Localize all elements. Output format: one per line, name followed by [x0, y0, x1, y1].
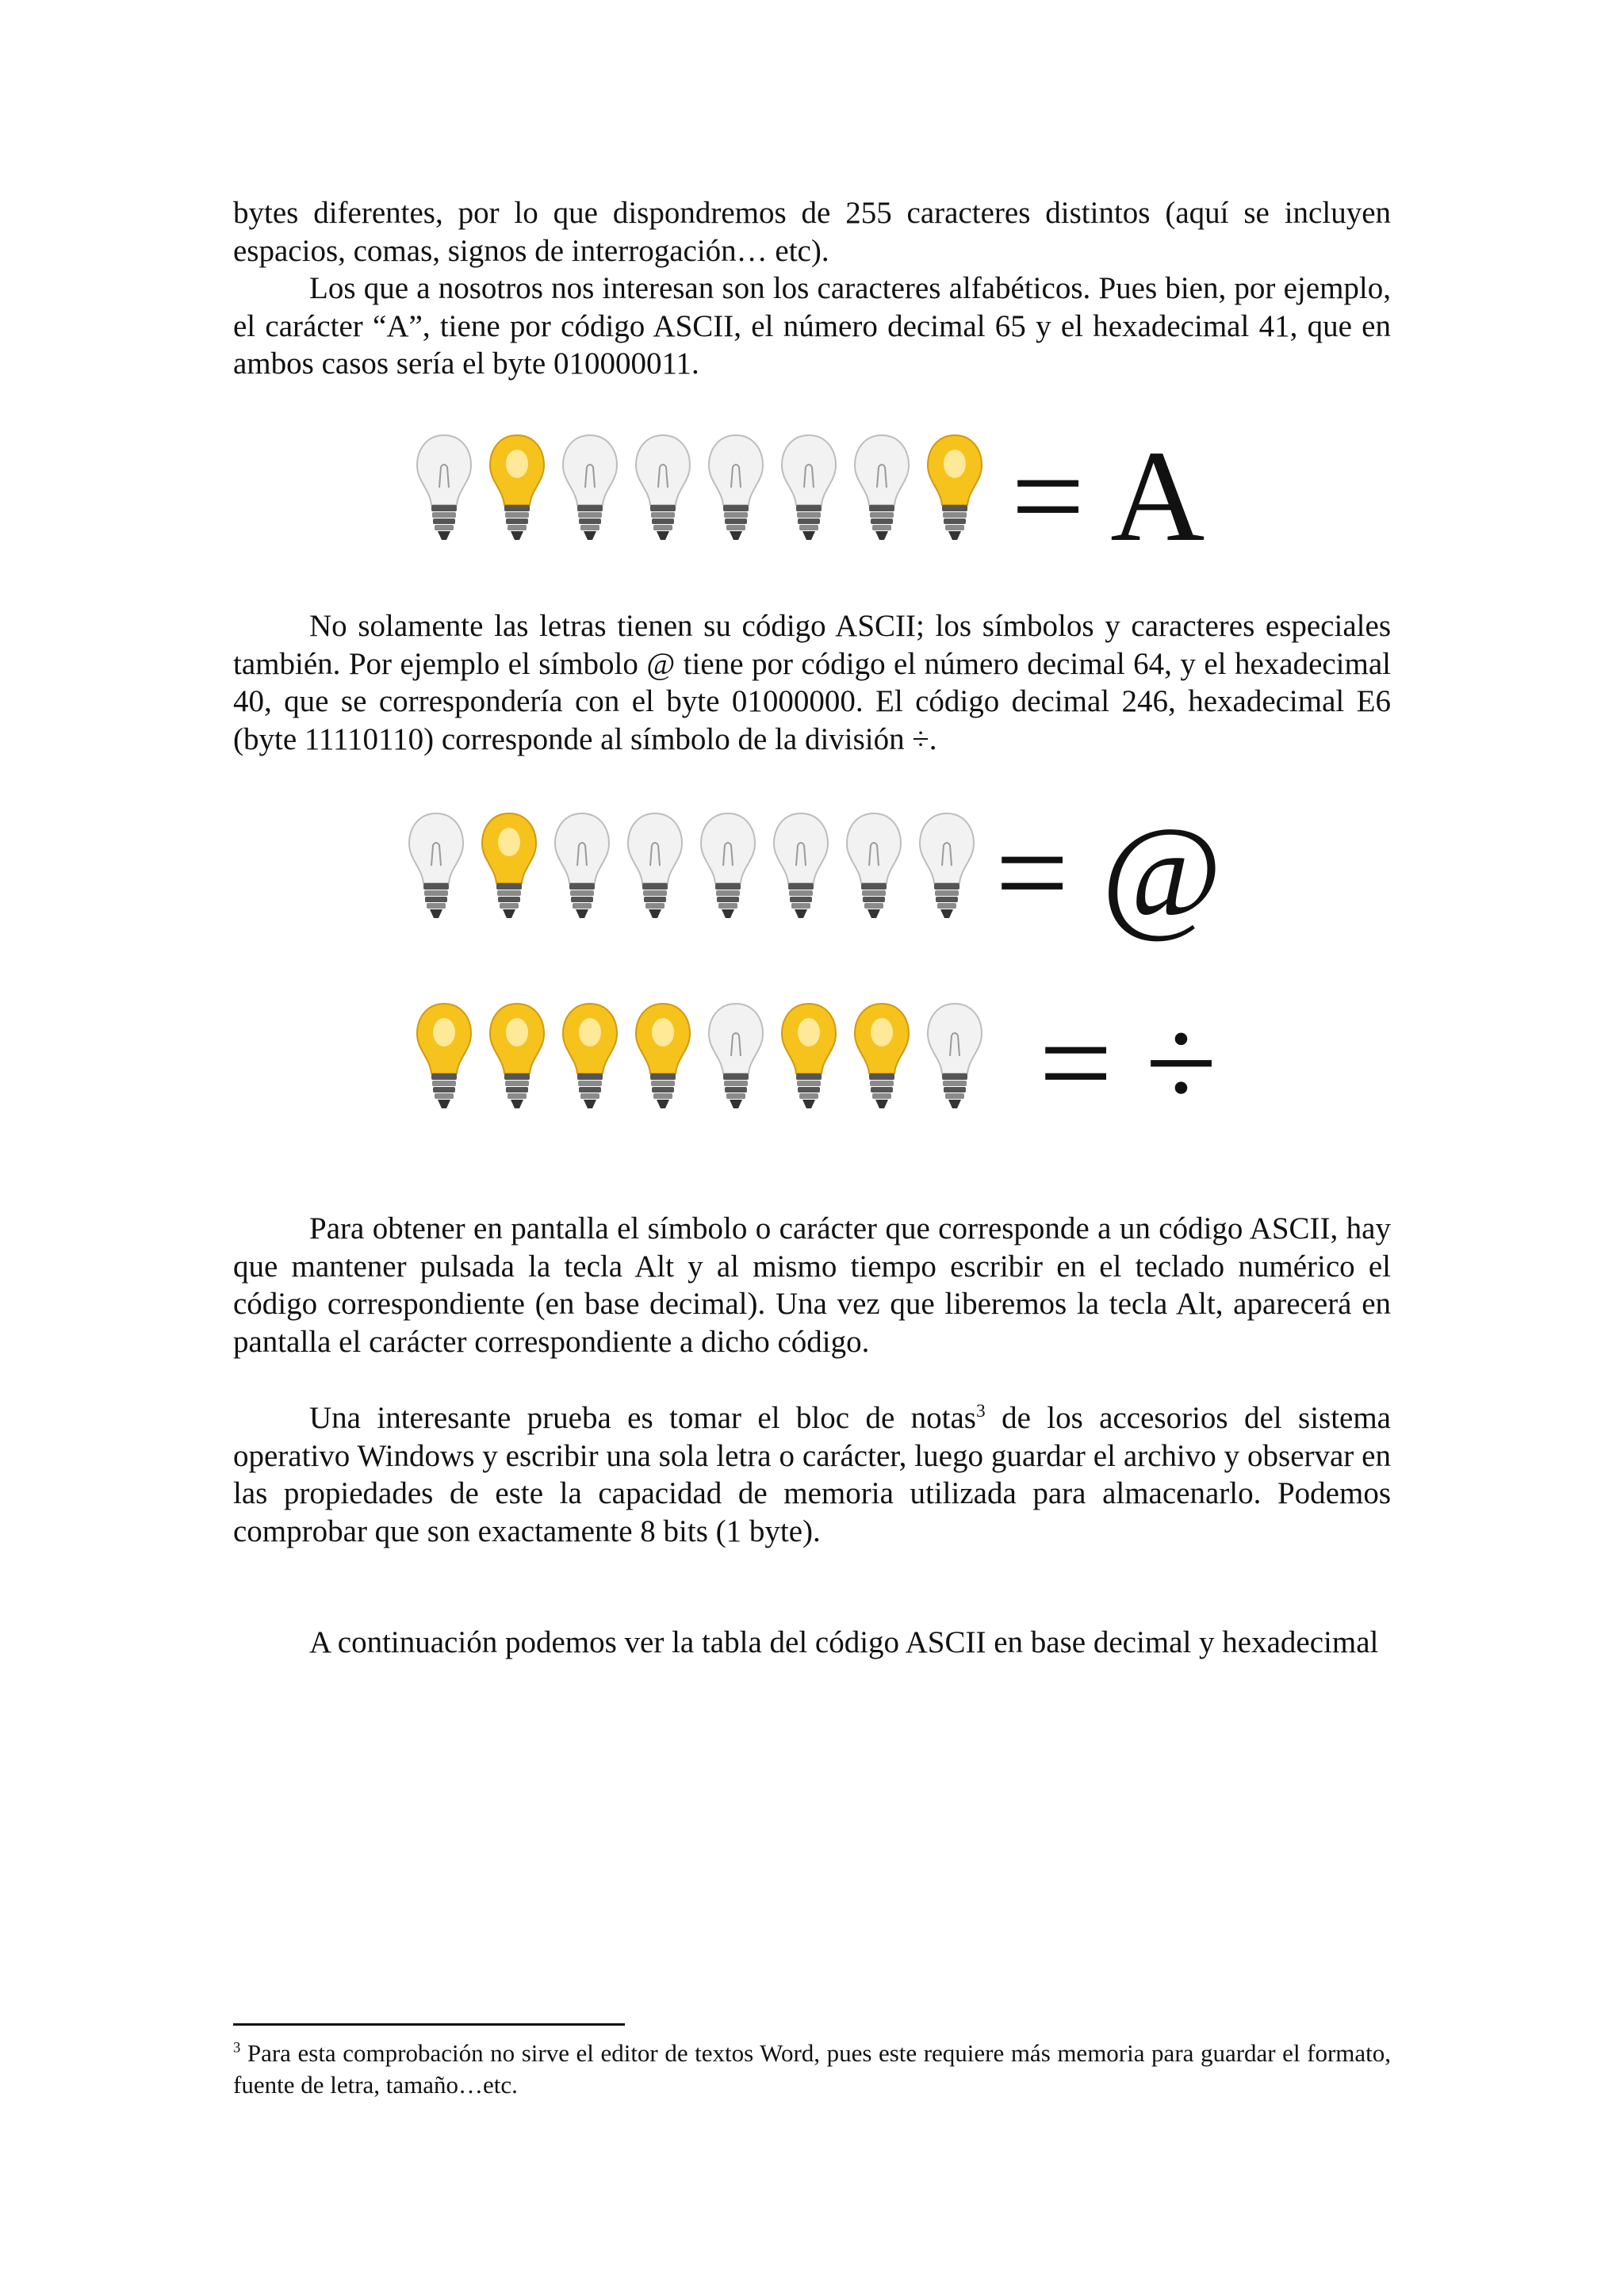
- bulb-off-icon: [915, 810, 979, 929]
- result-symbol-a: = A: [1011, 423, 1205, 568]
- notepad-text-end: de los accesorios del sistema operativo Windows y escribir una sola letra o carácter, luego guardar el archivo y observar en las propiedades de este la capacidad de memoria utilizada para almacenarlo. Podemos comprobar que son exactamente 8 bits (1 byte).: [233, 1401, 1391, 1548]
- bulb-off-icon: [550, 810, 614, 929]
- footnote-number: 3: [233, 2039, 241, 2057]
- bulb-off-icon: [842, 810, 906, 929]
- bulb-on-icon: [923, 432, 986, 551]
- bulb-off-icon: [696, 810, 760, 929]
- paragraph-notepad: [233, 1399, 1391, 1550]
- alt-code-block: [233, 1210, 1391, 1360]
- bulb-off-icon: [704, 1001, 768, 1119]
- footnote-text: Para esta comprobación no sirve el editor de textos Word, pues este requiere más memoria para guardar el formato, fuente de letra, tamaño…etc.: [233, 2039, 1391, 2099]
- bulb-on-icon: [477, 810, 541, 929]
- footnote-reference[interactable]: 3: [975, 1401, 986, 1422]
- bulb-figure-a: [412, 423, 1237, 568]
- bulb-on-icon: [412, 1001, 476, 1119]
- bulb-figure-at: [404, 800, 1237, 945]
- special-chars-block: [233, 607, 1391, 758]
- bulb-figure-division: [412, 990, 1237, 1135]
- bulb-off-icon: [923, 1001, 986, 1119]
- bulb-off-icon: [777, 432, 841, 551]
- notepad-block: [233, 1399, 1391, 1550]
- footnote-separator: [233, 2023, 625, 2026]
- bulb-off-icon: [850, 432, 914, 551]
- bulb-off-icon: [769, 810, 833, 929]
- paragraph-alt-code: Para obtener en pantalla el símbolo o carácter que corresponde a un código ASCII, hay que mantener pulsada la tecla Alt y al mismo tiempo escribir en el teclado numérico el código correspondiente (en base decimal). Una vez que liberemos la tecla Alt, aparecerá en pantalla el carácter correspondiente a dicho código.: [233, 1211, 1391, 1359]
- bulb-off-icon: [558, 432, 622, 551]
- result-symbol-division: = ÷: [1039, 990, 1217, 1135]
- bulb-off-icon: [404, 810, 468, 929]
- bulb-off-icon: [704, 432, 768, 551]
- result-symbol-at: = @: [995, 800, 1223, 945]
- bulb-off-icon: [631, 432, 695, 551]
- paragraph-alphabetic: Los que a nosotros nos interesan son los caracteres alfabéticos. Pues bien, por ejemplo, el carácter “A”, tiene por código ASCII, el número decimal 65 y el hexadecimal 41, que en ambos casos sería el byte 010000011.: [233, 271, 1391, 381]
- notepad-text-start: Una interesante prueba es tomar el bloc de notas: [309, 1401, 976, 1435]
- bulb-on-icon: [485, 1001, 549, 1119]
- bulb-off-icon: [623, 810, 687, 929]
- bulb-on-icon: [631, 1001, 695, 1119]
- paragraph-table-intro: A continuación podemos ver la tabla del código ASCII en base decimal y hexadecimal: [309, 1625, 1379, 1659]
- bulb-on-icon: [485, 432, 549, 551]
- bulb-on-icon: [850, 1001, 914, 1119]
- paragraph-special-chars: No solamente las letras tienen su código ASCII; los símbolos y caracteres especiales también. Por ejemplo el símbolo @ tiene por código el número decimal 64, y el hexadecimal 40, que se correspondería con el byte 01000000. El código decimal 246, hexadecimal E6 (byte 11110110) corresponde al símbolo de la división ÷.: [233, 609, 1391, 756]
- bulb-on-icon: [777, 1001, 841, 1119]
- intro-block: [233, 194, 1391, 383]
- table-intro-block: [233, 1624, 1391, 1662]
- footnote: [233, 2038, 1391, 2101]
- bulb-off-icon: [412, 432, 476, 551]
- paragraph-bytes: bytes diferentes, por lo que dispondremos de 255 caracteres distintos (aquí se incluyen espacios, comas, signos de interrogación… etc).: [233, 196, 1391, 268]
- bulb-on-icon: [558, 1001, 622, 1119]
